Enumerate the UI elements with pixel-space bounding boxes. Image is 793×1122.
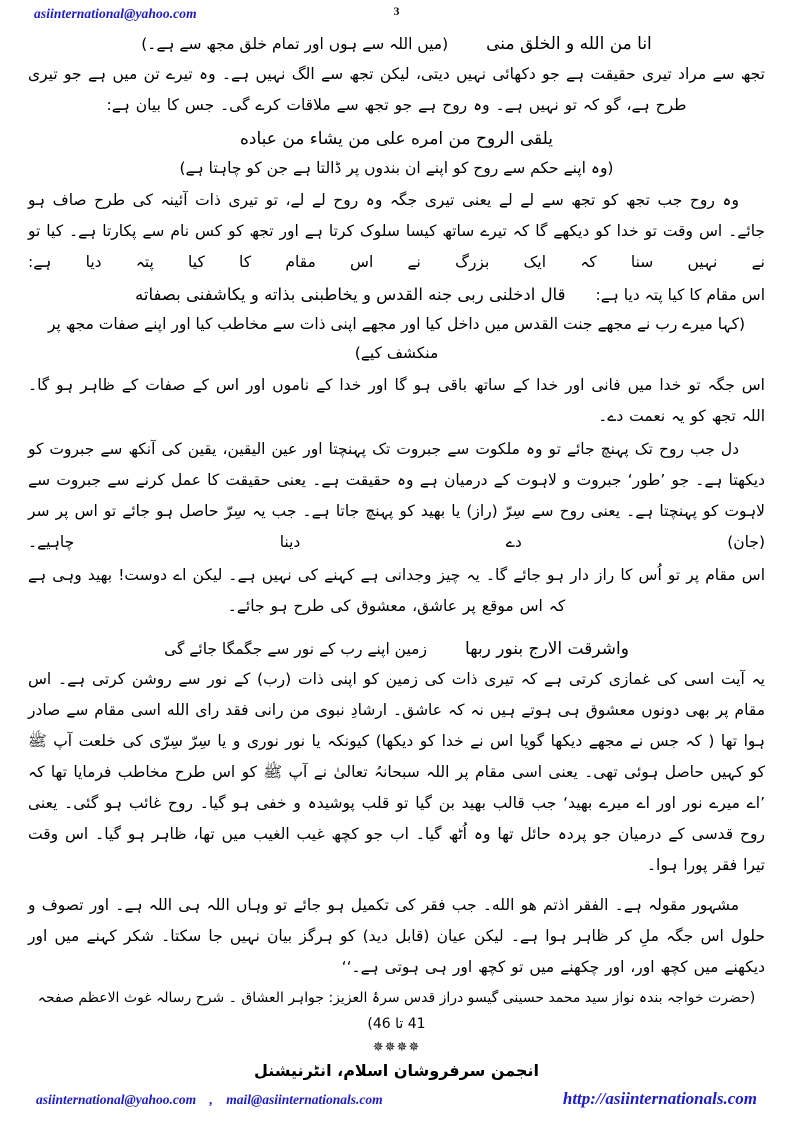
paragraph-2: وہ روح جب تجھ کو تجھ سے لے لے یعنی تیری جگہ وہ روح لے لے، تو تیری ذات آئینہ کی طرح صاف ہو جائے۔ اس وقت تو خدا کو دیکھے گا کہ تیرے ساتھ کیسا سلوک کرتا ہے اور تجھ کو کس نام سے پکارتا ہے۔ کیا تو نے نہیں سنا کہ ایک بزرگ نے اس مقام کا کیا پتہ دیا ہے: <box>28 191 765 271</box>
arabic-quote-1: انا من الله و الخلق منى <box>486 34 652 54</box>
page-footer <box>0 1061 793 1114</box>
paragraph-6: یہ آیت اسی کی غمازی کرتی ہے کہ تیری ذات کی زمین کو اپنی ذات (رب) کے نور سے روشن کرتی ہے۔ اس مقام پر بھی دونوں معشوق ہی ہوتے ہیں نہ کہ عاشق۔ ارشادِ نبوی من رانى فقد راى الله اسی مقام سے صادر ہوا تھا ( کہ جس نے مجھے دیکھا گویا اس نے خدا کو دیکھا) کیونکہ یا نور نوری و یا سِرّ سِرّی کی خلعت آپ ﷺ کو کہیں حاصل ہوئی تھی۔ یعنی اسی مقام پر اللہ سبحانہُ تعالیٰ نے آپ ﷺ کو اس طرح مخاطب فرمایا تھا کہ ’اے میرے نور اور اے میرے بھید‘ جب قالب بھید بن گیا تو قلب پوشیدہ و خفی ہو گیا۔ روح غائب ہو گئی۔ یعنی روح قدسی کے درمیان جو پردہ حائل تھا وہ اُٹھ گیا۔ اب جو کچھ غیب الغیب میں تھا، ظاہر ہو گیا۔ اس وقت تیرا فقر پورا ہوا۔ <box>28 670 765 874</box>
footer-email-2[interactable]: mail@asiinternationals.com <box>226 1092 383 1107</box>
source-citation: (حضرت خواجہ بندہ نواز سید محمد حسینی گیسو دراز قدس سرۂ العزیز: جواہر العشاق ۔ شرح رسالہ غوث الاعظم صفحہ 41 تا 46) <box>37 990 756 1032</box>
spacer <box>28 624 765 631</box>
arabic-quote-4: واشرقت الارج بنور ربها <box>464 639 629 659</box>
arabic-quote-3-gloss: (کہا میرے رب نے مجھے جنت القدس میں داخل کیا اور مجھے اپنی ذات سے مخاطب کیا اور اپنے صفات مجھ پر منکشف کیے) <box>47 315 745 362</box>
footer-website-link[interactable]: http://asiinternationals.com <box>562 1089 757 1108</box>
ornament-divider: ✵✵✵✵ <box>372 1040 421 1055</box>
document-body <box>28 26 765 1057</box>
quote-row-1 <box>28 29 765 59</box>
footer-organization-name: انجمن سرفروشان اسلام، انٹرنیشنل <box>253 1061 540 1080</box>
arabic-quote-4-gloss: زمین اپنے رب کے نور سے جگمگا جائے گی <box>164 640 427 658</box>
arabic-quote-3-lead: اس مقام کا کیا پتہ دیا ہے: <box>595 286 765 304</box>
footer-links <box>0 1089 793 1114</box>
footer-email-1[interactable]: asiinternational@yahoo.com <box>36 1092 197 1107</box>
arabic-quote-1-gloss: (میں اللہ سے ہوں اور تمام خلق مجھ سے ہے۔) <box>141 35 449 53</box>
arabic-quote-3: قال ادخلنى ربى جنه القدس و يخاطبنى بذاته و يكاشفنى بصفاته <box>135 285 566 304</box>
page-number: 3 <box>393 4 400 18</box>
footer-email-group <box>36 1092 383 1108</box>
paragraph-3: اس جگہ تو خدا میں فانی اور خدا کے ساتھ باقی ہو گا اور خدا کے ناموں اور اس کے صفات کے ظاہر ہو گا۔ اللہ تجھ کو یہ نعمت دے۔ <box>28 376 765 425</box>
arabic-quote-2: يلقى الروح من امره على من يشاء من عباده <box>239 129 554 149</box>
footer-email-separator: , <box>209 1092 213 1107</box>
quote-row-4 <box>28 634 765 664</box>
paragraph-7: مشہور مقولہ ہے۔ الفقر اذتم هو الله۔ جب فقر کی تکمیل ہو جائے تو وہاں اللہ ہی اللہ ہے۔ اور تصوف و حلول اس جگہ ملِ کر ظاہر ہوا ہے۔ لیکن عیان (قابل دید) کو ہرگز بیان نہیں جا سکتا۔ شکر کہنے میں اور دیکھنے میں کچھ اور، اور چکھنے میں تو کچھ اور ہی ہوتی ہے۔‘‘ <box>28 896 765 976</box>
spacer <box>28 883 765 890</box>
quote-row-3 <box>28 280 765 310</box>
arabic-quote-2-gloss: (وہ اپنے حکم سے روح کو اپنے ان بندوں پر ڈالتا ہے جن کو چاہتا ہے) <box>179 159 614 177</box>
paragraph-5: اس مقام پر تو اُس کا راز دار ہو جائے گا۔ یہ چیز وجدانی ہے کہنے کی نہیں ہے۔ لیکن اے دوست! بھید وہی ہے کہ اس موقع پر عاشق، معشوق کی طرح ہو جائے۔ <box>28 566 765 615</box>
paragraph-4: دل جب روح تک پہنچ جائے تو وہ ملکوت سے جبروت تک پہنچتا اور عین الیقین، یقین کی آنکھ سے جبروت کو دیکھتا ہے۔ جو ’طور‘ جبروت و لاہوت کے درمیان ہے وہ حقیقت ہے۔ یعنی حقیقت کا عمل کرنے سے جبروت سے لاہوت کو پہنچتا ہے۔ یعنی روح سے سِرّ (راز) یا بھید کو پہنچ جاتا ہے۔ جب یہ سِرّ حاصل ہو جائے تو اس پر سر (جان) دے دینا چاہیے۔ <box>28 440 765 551</box>
header-email: asiinternational@yahoo.com <box>34 6 197 21</box>
paragraph-1: تجھ سے مراد تیری حقیقت ہے جو دکھائی نہیں دیتی، لیکن تجھ سے الگ نہیں ہے۔ وہ تیرے تن میں ہے جو تیری طرح ہے، گو کہ تو نہیں ہے۔ وہ روح ہے جو تجھ سے ملاقات کرے گی۔ جس کا بیان ہے: <box>28 65 765 114</box>
